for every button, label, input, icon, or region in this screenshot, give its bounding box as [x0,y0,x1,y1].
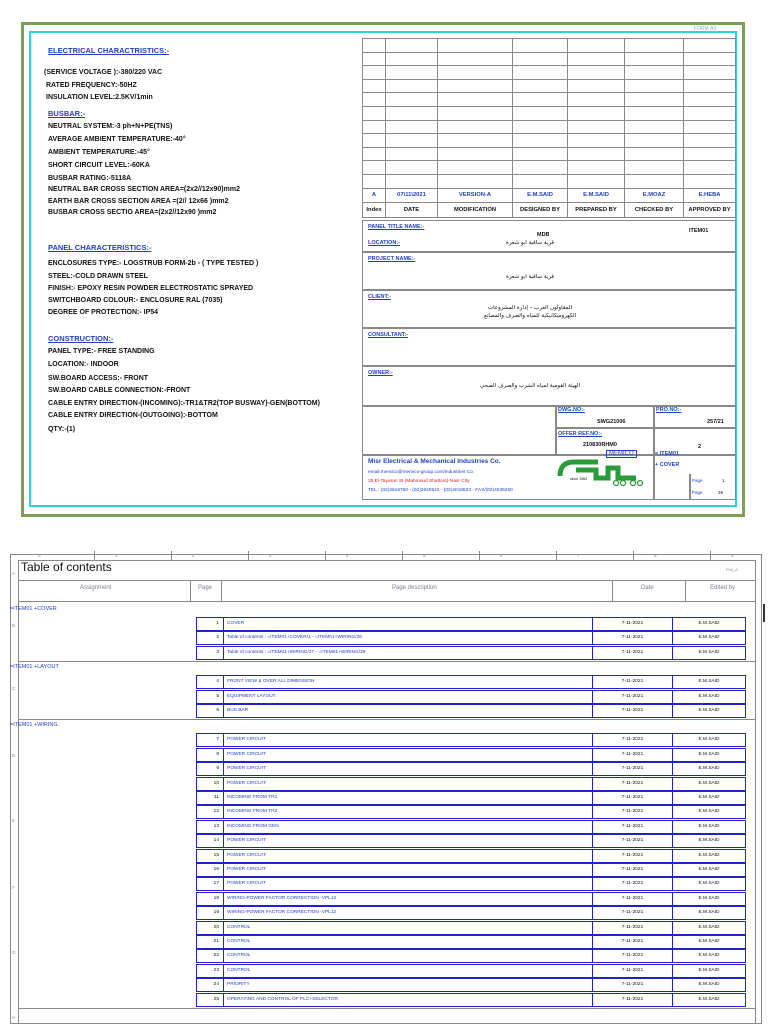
busbar-line: AMBIENT TEMPERATURE:-45° [48,149,150,156]
row-date: 7-11-2021 [592,907,672,919]
row-page: 3 [197,647,224,659]
row-date: 7-11-2021 [592,893,672,905]
row-letter: B [12,623,16,628]
table-row[interactable] [196,704,746,718]
electrical-line: RATED FREQUENCY:-50HZ [46,82,137,89]
offer-value: 210830RHM0 [583,442,617,448]
row-date: 7-11-2021 [592,778,672,790]
row-edited-by: E.M.SAID [672,763,745,775]
pro-value: 257/21 [707,419,724,425]
header-bottom-line [18,601,756,602]
row-edited-by: E.M.SAID [672,979,745,991]
row-description: CONTROL [227,924,251,930]
divider [555,427,736,429]
row-letter: G [12,950,16,955]
column-ruler [18,551,756,560]
ruler-number: 8 [654,553,657,558]
busbar-line: SHORT CIRCUIT LEVEL:-60KA [48,162,150,169]
table-row[interactable] [196,690,746,704]
rev-date: 07\11\2021 [386,188,438,203]
row-edited-by: E.M.SAID [672,994,745,1006]
dwg-value: SWG21006 [597,419,626,425]
row-date: 7-11-2021 [592,676,672,688]
row-description: INCOMING FROM TR2 [227,809,278,815]
row-page: 21 [197,936,224,948]
table-row[interactable] [196,978,746,992]
row-page: 8 [197,749,224,761]
panel-title-value: MDB [537,232,550,238]
row-date: 7-11-2021 [592,792,672,804]
busbar-title: BUSBAR:- [48,109,86,118]
row-page: 7 [197,734,224,746]
row-description: CONTROL [227,953,251,959]
row-date: 7-11-2021 [592,691,672,703]
panel-line: SWITCHBOARD COLOUR:- ENCLOSURE RAL (7035) [48,297,223,304]
row-page: 25 [197,994,224,1006]
row-page: 4 [197,676,224,688]
construction-line: SW.BOARD CABLE CONNECTION:-FRONT [48,387,191,394]
panel-line: STEEL:-COLD DRAWN STEEL [48,273,148,280]
row-edited-by: E.M.SAID [672,850,745,862]
header-divider [685,580,686,601]
ruler-number: 0 [38,553,41,558]
row-edited-by: E.M.SAID [672,878,745,890]
panel-title: PANEL CHARACTERISTICS:- [48,243,152,252]
row-edited-by: E.M.SAID [672,950,745,962]
group-divider [18,1008,756,1009]
project-label: PROJECT NAME:- [368,256,416,262]
row-edited-by: E.M.SAID [672,907,745,919]
owner-value: الهيئة القومية لمياه الشرب والصرف الصحي [480,383,580,389]
row-edited-by: E.M.SAID [672,893,745,905]
row-letter: F [12,885,15,890]
rev-header: DESIGNED BY [513,203,568,218]
divider [362,454,736,456]
construction-title: CONSTRUCTION:- [48,334,114,343]
header-divider [221,580,222,601]
rev-checked: E.MOAZ [625,188,684,203]
row-edited-by: E.M.SAID [672,792,745,804]
row-description: COVER [227,621,245,626]
row-edited-by: E.M.SAID [672,618,745,630]
row-edited-by: E.M.SAID [672,922,745,934]
group-divider [18,719,756,720]
ruler-number: 7 [577,553,580,558]
table-row[interactable] [196,993,746,1007]
panel-title-label: PANEL TITLE NAME:- [368,224,425,230]
table-row[interactable] [196,906,746,920]
company-address: 25 El-Tayaran St (Mahmoud Shaltoot)-Nasr City [368,479,470,484]
construction-line: PANEL TYPE:- FREE STANDING [48,348,155,355]
ruler-tick [710,551,711,560]
construction-line: SW.BOARD ACCESS:- FRONT [48,375,149,382]
header-top-line [18,580,756,581]
row-date: 7-11-2021 [592,763,672,775]
company-tel: TEL.: (02)2616760 - (02)2620642 - (02)4018523 - FAX/(02)4035260 [368,488,513,493]
location-value: قرية ساقية ابو شعرة [506,240,554,246]
row-description: PRIORITY [227,982,250,988]
project-box [362,252,736,290]
row-date: 7-11-2021 [592,936,672,948]
row-date: 7-11-2021 [592,950,672,962]
row-page: 6 [197,705,224,717]
row-page: 19 [197,907,224,919]
ruler-tick [248,551,249,560]
row-description: OPERATING AND CONTROL OF PLC+SELECTOR [227,996,338,1002]
busbar-line: BUSBAR CROSS SECTIO AREA=(2x2//12x90 )mm2 [48,209,217,216]
toc-code: F06_A [726,567,738,572]
row-page: 5 [197,691,224,703]
project-value: قرية ساقية ابو شعرة [506,274,554,280]
table-row[interactable] [196,849,746,863]
pro-label: PRO.NO:- [656,407,682,413]
row-description: BUS BAR [227,708,249,713]
ruler-tick [325,551,326,560]
row-description: WIRING-POWER FACTOR CORRECTION -VPL12 [227,910,337,916]
table-row[interactable] [196,675,746,689]
row-letter: A [12,571,16,576]
electrical-title: ELECTRICAL CHARACTRISTICS:- [48,46,170,55]
divider [689,474,691,500]
row-date: 7-11-2021 [592,979,672,991]
pages-value: 39 [718,490,724,495]
ruler-tick [94,551,95,560]
busbar-line: NEUTRAL BAR CROSS SECTION AREA=(2x2//12x90)mm2 [48,186,240,193]
table-row[interactable] [196,892,746,906]
row-page: 14 [197,835,224,847]
table-row[interactable] [196,820,746,834]
busbar-line: BUSBAR RATING:-5118A [48,175,132,182]
row-edited-by: E.M.SAID [672,691,745,703]
row-edited-by: E.M.SAID [672,778,745,790]
client-label: CLIENT:- [368,294,391,300]
rev-header: MODIFICATION [438,203,513,218]
table-row[interactable] [196,921,746,935]
row-date: 7-11-2021 [592,850,672,862]
table-row[interactable] [196,646,746,660]
row-edited-by: E.M.SAID [672,806,745,818]
company-name: Misr Electrical & Mechanical Industries Co. [368,458,501,465]
logo-text: MEMICO [606,450,637,458]
revision-number: 2 [698,444,702,450]
form-code: FORM.A0 [694,26,717,32]
row-date: 7-11-2021 [592,618,672,630]
offer-label: OFFER REF.NO:- [558,431,602,437]
row-edited-by: E.M.SAID [672,734,745,746]
logo-since: since 1984 [570,477,587,481]
row-page: 12 [197,806,224,818]
rev-approved: E.HEBA [684,188,736,203]
row-edited-by: E.M.SAID [672,821,745,833]
group-label: =ITEM01 +COVER [10,606,57,612]
ruler-tick [171,551,172,560]
panel-line: FINISH:- EPOXY RESIN POWDER ELECTROSTATIC SPRAYED [48,285,254,292]
construction-line: CABLE ENTRY DIRECTION-(INCOMING):-TR1&TR2(TOP BUSWAY)-GEN(BOTTOM) [48,400,320,407]
row-date: 7-11-2021 [592,878,672,890]
row-description: POWER CIRCUIT [227,852,266,858]
row-page: 24 [197,979,224,991]
row-description: POWER CIRCUIT [227,780,266,786]
row-date: 7-11-2021 [592,632,672,644]
row-edited-by: E.M.SAID [672,676,745,688]
row-description: POWER CIRCUIT [227,867,266,872]
table-row[interactable] [196,964,746,978]
row-date: 7-11-2021 [592,922,672,934]
table-row[interactable] [196,631,746,645]
row-date: 7-11-2021 [592,821,672,833]
row-edited-by: E.M.SAID [672,647,745,659]
consultant-label: CONSULTANT:- [368,332,409,338]
table-row[interactable] [196,805,746,819]
ruler-tick [479,551,480,560]
table-row[interactable] [196,777,746,791]
row-description: Table of contents : =ITEM01+WIRING/27 - =ITEM01+WIRING/39 [227,649,366,655]
row-page: 10 [197,778,224,790]
table-row[interactable] [196,748,746,762]
construction-line: QTY:-(1) [48,426,76,433]
busbar-line: EARTH BAR CROSS SECTION AREA =(2// 12x66 )mm2 [48,198,229,205]
ruler-tick [633,551,634,560]
pages-label: Page [692,490,703,495]
divider [555,406,557,454]
table-row[interactable] [196,935,746,949]
rev-designed: E.M.SAID [513,188,568,203]
electrical-line: INSULATION LEVEL:2.5KV/1min [46,94,153,101]
row-letter: C [12,686,16,691]
toc-page [0,548,768,1024]
ruler-number: 2 [192,553,195,558]
col-assignment: Assignment [80,585,112,591]
row-edited-by: E.M.SAID [672,936,745,948]
row-description: Table of contents : =ITEM01+COVER/1 - =ITEM01+WIRING/26 [227,635,362,641]
table-row[interactable] [196,733,746,747]
ruler-tick [556,551,557,560]
panel-line: ENCLOSURES TYPE:- LOGSTRUB FORM-2b - ( TYPE TESTED ) [48,260,259,267]
ruler-number: 6 [500,553,503,558]
row-page: 1 [197,618,224,630]
row-page: 18 [197,893,224,905]
rev-index: A [363,188,386,203]
construction-line: CABLE ENTRY DIRECTION-(OUTGOING):-BOTTOM [48,412,218,419]
ruler-number: 3 [269,553,272,558]
table-row[interactable] [196,877,746,891]
rev-header: APPROVED BY [684,203,736,218]
rev-header: PREPARED BY [568,203,625,218]
row-description: EQUIPMENT LAYOUT [227,693,276,699]
page-edge-mark [763,604,765,622]
table-row[interactable] [196,762,746,776]
ruler-tick [402,551,403,560]
dwg-label: DWG.NO:- [558,407,585,413]
row-date: 7-11-2021 [592,864,672,876]
page-value: 1 [722,478,725,483]
page-label: Page [692,478,703,483]
row-date: 7-11-2021 [592,734,672,746]
table-row[interactable] [196,834,746,848]
group-divider [18,661,756,662]
group-label: =ITEM01 +WIRING [10,722,58,729]
ruler-number: 1 [115,553,118,558]
row-date: 7-11-2021 [592,705,672,717]
rev-modification: VERSION-A [438,188,513,203]
col-edited: Edited by [710,585,736,591]
electrical-line: (SERVICE VOLTAGE ):-380/220 VAC [44,69,163,76]
row-edited-by: E.M.SAID [672,705,745,717]
row-page: 16 [197,864,224,876]
row-description: WIRING-POWER FACTOR CORRECTION -VPL12 [227,895,337,901]
header-divider [190,580,191,601]
busbar-line: NEUTRAL SYSTEM:-3 ph+N+PE(TNS) [48,123,173,130]
row-date: 7-11-2021 [592,835,672,847]
row-edited-by: E.M.SAID [672,965,745,977]
row-description: POWER CIRCUIT [227,838,266,844]
table-row[interactable] [196,617,746,631]
ruler-number: 5 [423,553,426,558]
cover-tag: + COVER [655,462,680,468]
table-row[interactable] [196,949,746,963]
table-row[interactable] [196,863,746,877]
row-description: CONTROL [227,967,251,973]
busbar-line: AVERAGE AMBIENT TEMPERATURE:-40° [48,136,186,143]
row-description: CONTROL [227,939,251,944]
header-divider [612,580,613,601]
location-label: LOCATION:- [368,240,400,246]
col-page: Page [198,585,213,591]
rev-prepared: E.M.SAID [568,188,625,203]
row-date: 7-11-2021 [592,749,672,761]
row-page: 22 [197,950,224,962]
row-edited-by: E.M.SAID [672,632,745,644]
row-page: 20 [197,922,224,934]
table-row[interactable] [196,791,746,805]
row-page: 15 [197,850,224,862]
row-description: INCOMING FROM GEN [227,823,279,829]
row-date: 7-11-2021 [592,806,672,818]
row-page: 11 [197,792,224,804]
row-date: 7-11-2021 [592,965,672,977]
row-letter: E [12,818,16,823]
toc-title: Table of contents [21,560,112,574]
memico-logo [556,450,648,486]
row-edited-by: E.M.SAID [672,864,745,876]
numbers-box [362,406,736,500]
rev-header: DATE [386,203,438,218]
row-page: 13 [197,821,224,833]
consultant-box [362,328,736,366]
client-value: المقاولون العرب – إدارة المشروعات [487,305,573,311]
row-page: 23 [197,965,224,977]
row-edited-by: E.M.SAID [672,835,745,847]
row-description: POWER CIRCUIT [227,737,266,743]
owner-label: OWNER:- [368,370,393,376]
row-description: POWER CIRCUIT [227,766,266,772]
row-description: FRONT VIEW & OVER ALL DIMENSION [227,679,315,685]
col-date: Date [641,585,654,591]
rev-header: Index [363,203,386,218]
row-description: POWER CIRCUIT [227,881,266,887]
row-description: INCOMING FROM TR1 [227,795,278,800]
company-email: email:memico@memico-group.com/industries Co. [368,470,475,475]
panel-line: DEGREE OF PROTECTION:- IP54 [48,309,159,316]
item-tag: = ITEM01 [655,451,679,457]
row-description: POWER CIRCUIT [227,751,266,757]
row-date: 7-11-2021 [592,994,672,1006]
row-page: 9 [197,763,224,775]
page-separator [0,540,768,548]
row-letter: D [12,753,16,758]
revision-table [362,38,736,218]
row-date: 7-11-2021 [592,647,672,659]
item-code: ITEM01 [689,228,709,234]
rev-header: CHECKED BY [625,203,684,218]
ruler-number: 4 [346,553,349,558]
row-page: 17 [197,878,224,890]
construction-line: LOCATION:- INDOOR [48,361,119,368]
group-label: =ITEM01 +LAYOUT [10,664,59,671]
row-page: 2 [197,632,224,644]
row-edited-by: E.M.SAID [672,749,745,761]
row-letter: H [12,1015,16,1020]
ruler-number: 9 [731,553,734,558]
client-value: الكهروميكانيكية للمياه والصرف والمصانع [483,313,577,319]
col-description: Page description [392,585,437,591]
